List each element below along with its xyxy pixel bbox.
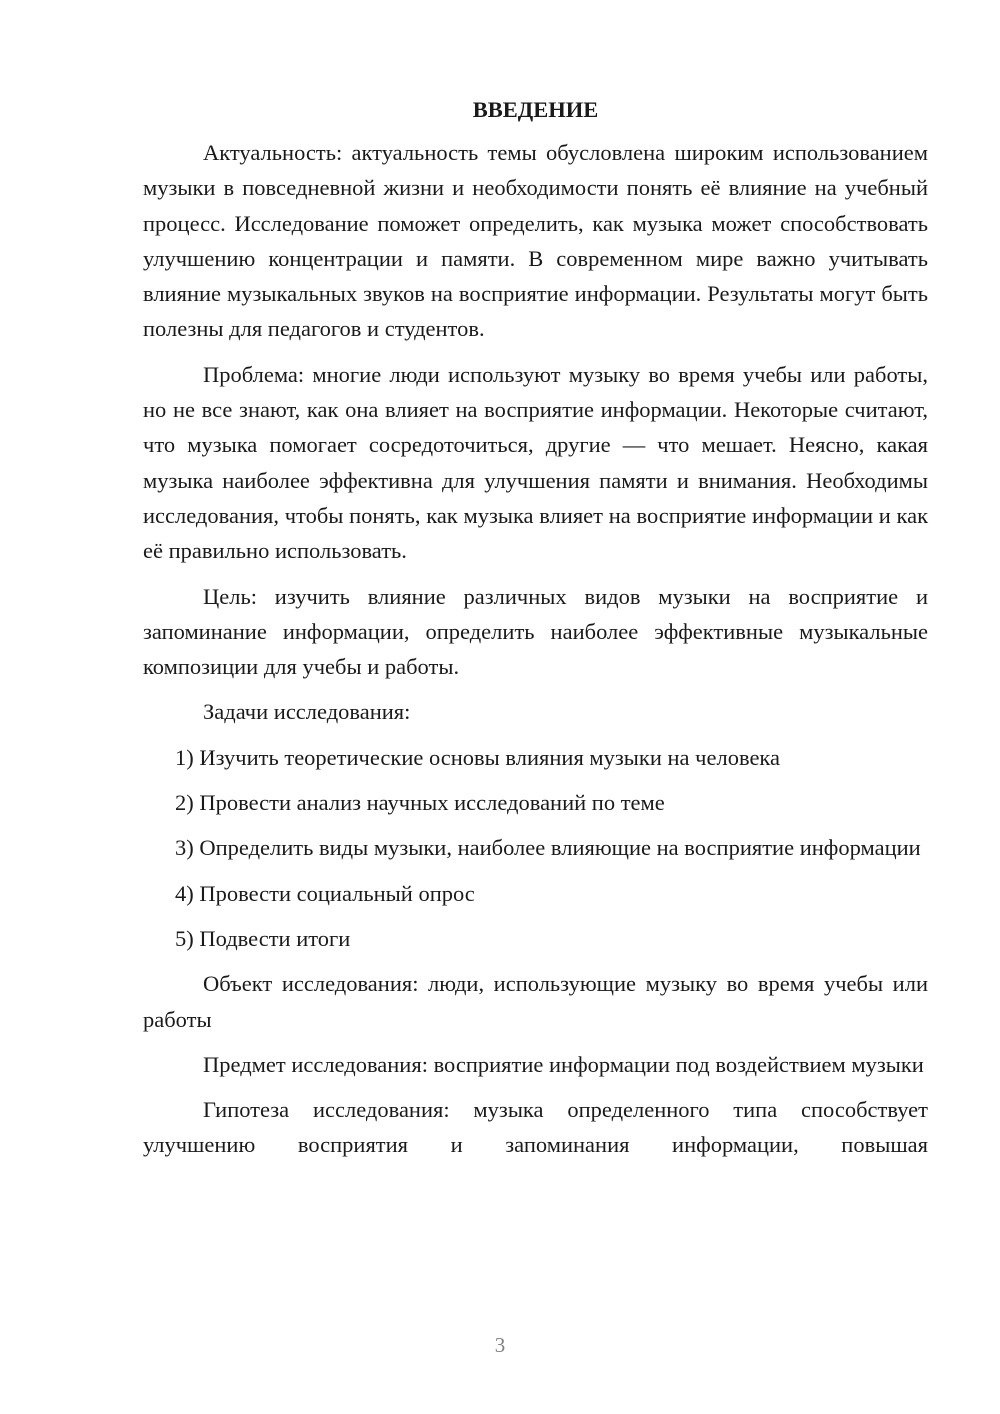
task-item: 2) Провести анализ научных исследований по теме: [175, 790, 665, 816]
paragraph-hypothesis: Гипотеза исследования: музыка определенного типа способствует улучшению восприятия и запоминания информации, повышая: [143, 1097, 928, 1158]
page-title: ВВЕДЕНИЕ: [472, 97, 599, 122]
task-item: 4) Провести социальный опрос: [175, 880, 475, 906]
page-content: [143, 92, 928, 1163]
paragraph-problem: Проблема: многие люди используют музыку во время учебы или работы, но не все знают, как она влияет на восприятие информации. Некоторые считают, что музыка помогает сосредоточиться, другие — что мешает. Неясно, какая музыка наиболее эффективна для улучшения памяти и внимания. Необходимы исследования, чтобы понять, как музыка влияет на восприятие информации и как её правильно использовать.: [143, 361, 928, 564]
paragraph-relevance: Актуальность: актуальность темы обусловлена широким использованием музыки в повседневной жизни и необходимости понять её влияние на учебный процесс. Исследование поможет определить, как музыка может способствовать улучшению концентрации и памяти. В современном мире важно учитывать влияние музыкальных звуков на восприятие информации. Результаты могут быть полезны для педагогов и студентов.: [143, 140, 928, 342]
tasks-heading: Задачи исследования:: [203, 699, 411, 725]
paragraph-object: Объект исследования: люди, использующие музыку во время учебы или работы: [143, 971, 928, 1032]
task-item: 1) Изучить теоретические основы влияния музыки на человека: [175, 744, 781, 770]
paragraph-goal: Цель: изучить влияние различных видов музыки на восприятие и запоминание информации, определить наиболее эффективные музыкальные композиции для учебы и работы.: [143, 583, 928, 680]
page-number: 3: [494, 1333, 506, 1357]
paragraph-subject: Предмет исследования: восприятие информации под воздействием музыки: [203, 1051, 924, 1077]
task-item: 5) Подвести итоги: [175, 925, 351, 951]
task-item: 3) Определить виды музыки, наиболее влияющие на восприятие информации: [175, 835, 921, 861]
